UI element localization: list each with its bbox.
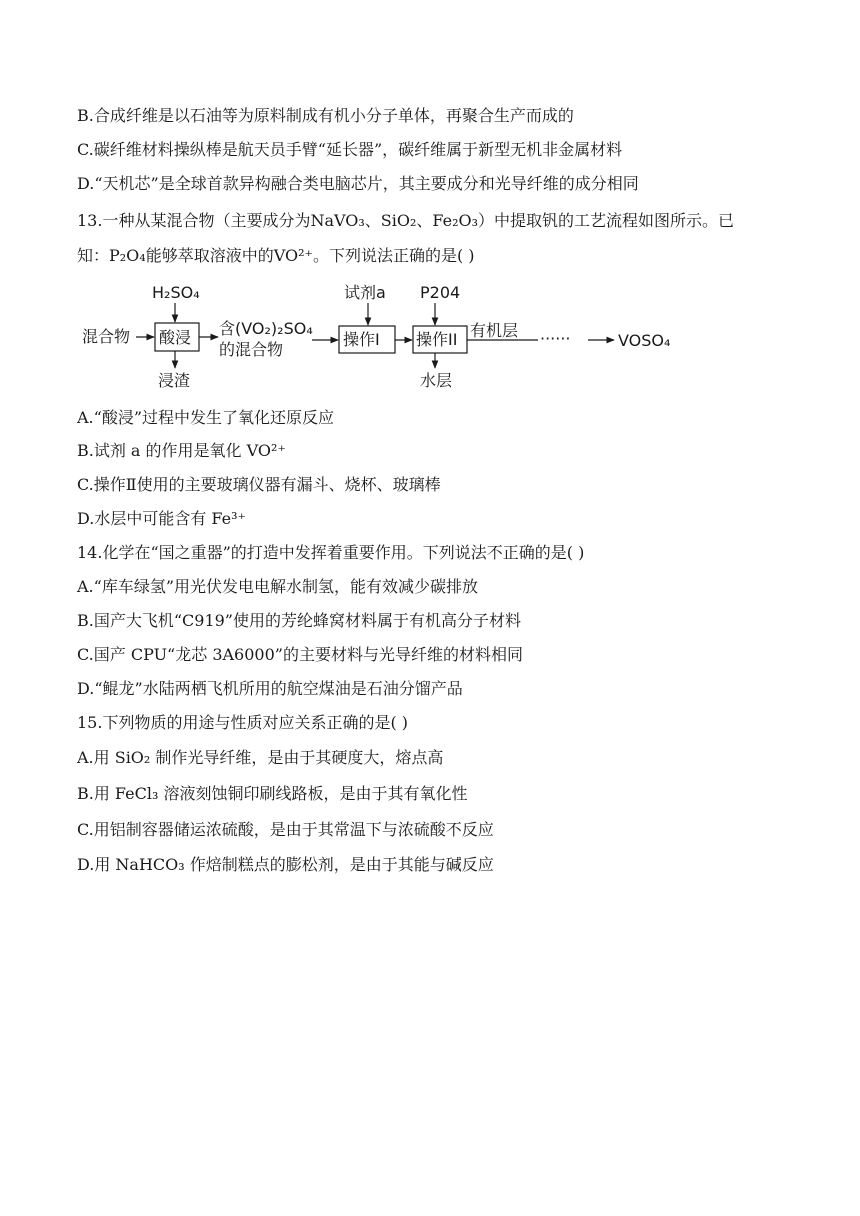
diagram-input-label: 混合物 — [82, 327, 131, 346]
diagram-product: VOSO₄ — [618, 331, 671, 350]
process-flow-diagram — [78, 280, 718, 392]
diagram-reagent-a: 试剂a — [344, 283, 386, 302]
question-14-option-a: A.“库车绿氢”用光伏发电电解水制氢，能有效减少碳排放 — [77, 577, 479, 596]
diagram-box-operation-2: 操作II — [416, 330, 458, 349]
question-13-stem-line1: 13.一种从某混合物（主要成分为NaVO₃、SiO₂、Fe₂O₃）中提取钒的工艺流程如图所示。已 — [77, 211, 735, 230]
diagram-intermediate-line1: 含(VO₂)₂SO₄ — [219, 319, 313, 338]
diagram-reagent-h2so4: H₂SO₄ — [152, 283, 200, 302]
question-15-option-d: D.用 NaHCO₃ 作焙制糕点的膨松剂，是由于其能与碱反应 — [77, 855, 494, 874]
question-12-option-d: D.“天机芯”是全球首款异构融合类电脑芯片，其主要成分和光导纤维的成分相同 — [77, 174, 639, 193]
diagram-box-acid-leach: 酸浸 — [159, 328, 192, 347]
question-12-option-c: C.碳纤维材料操纵棒是航天员手臂“延长器”，碳纤维属于新型无机非金属材料 — [77, 140, 623, 159]
question-13-option-d: D.水层中可能含有 Fe³⁺ — [77, 509, 246, 528]
question-15-option-b: B.用 FeCl₃ 溶液刻蚀铜印刷线路板，是由于其有氧化性 — [77, 784, 468, 803]
question-13-option-b: B.试剂 a 的作用是氧化 VO²⁺ — [77, 441, 286, 460]
question-14-stem: 14.化学在“国之重器”的打造中发挥着重要作用。下列说法不正确的是( ) — [77, 543, 585, 562]
diagram-dots: ······ — [540, 329, 571, 348]
question-15-stem: 15.下列物质的用途与性质对应关系正确的是( ) — [77, 713, 409, 732]
diagram-leach-residue: 浸渣 — [158, 371, 191, 390]
question-14-option-c: C.国产 CPU“龙芯 3A6000”的主要材料与光导纤维的材料相同 — [77, 645, 523, 664]
diagram-organic-layer: 有机层 — [470, 321, 519, 340]
question-13-stem-line2: 知：P₂O₄能够萃取溶液中的VO²⁺。下列说法正确的是( ) — [77, 246, 475, 265]
question-14-option-b: B.国产大飞机“C919”使用的芳纶蜂窝材料属于有机高分子材料 — [77, 611, 521, 630]
question-14-option-d: D.“鲲龙”水陆两栖飞机所用的航空煤油是石油分馏产品 — [77, 679, 463, 698]
question-15-option-c: C.用铝制容器储运浓硫酸，是由于其常温下与浓硫酸不反应 — [77, 820, 494, 839]
question-12-option-b: B.合成纤维是以石油等为原料制成有机小分子单体，再聚合生产而成的 — [77, 106, 574, 125]
question-15-option-a: A.用 SiO₂ 制作光导纤维，是由于其硬度大，熔点高 — [77, 748, 444, 767]
diagram-box-operation-1: 操作I — [343, 330, 380, 349]
diagram-aqueous-layer: 水层 — [420, 371, 453, 390]
diagram-reagent-p204: P204 — [420, 283, 461, 302]
diagram-intermediate-line2: 的混合物 — [219, 340, 284, 359]
question-13-option-c: C.操作Ⅱ使用的主要玻璃仪器有漏斗、烧杯、玻璃棒 — [77, 475, 441, 494]
question-13-option-a: A.“酸浸”过程中发生了氧化还原反应 — [77, 408, 335, 427]
